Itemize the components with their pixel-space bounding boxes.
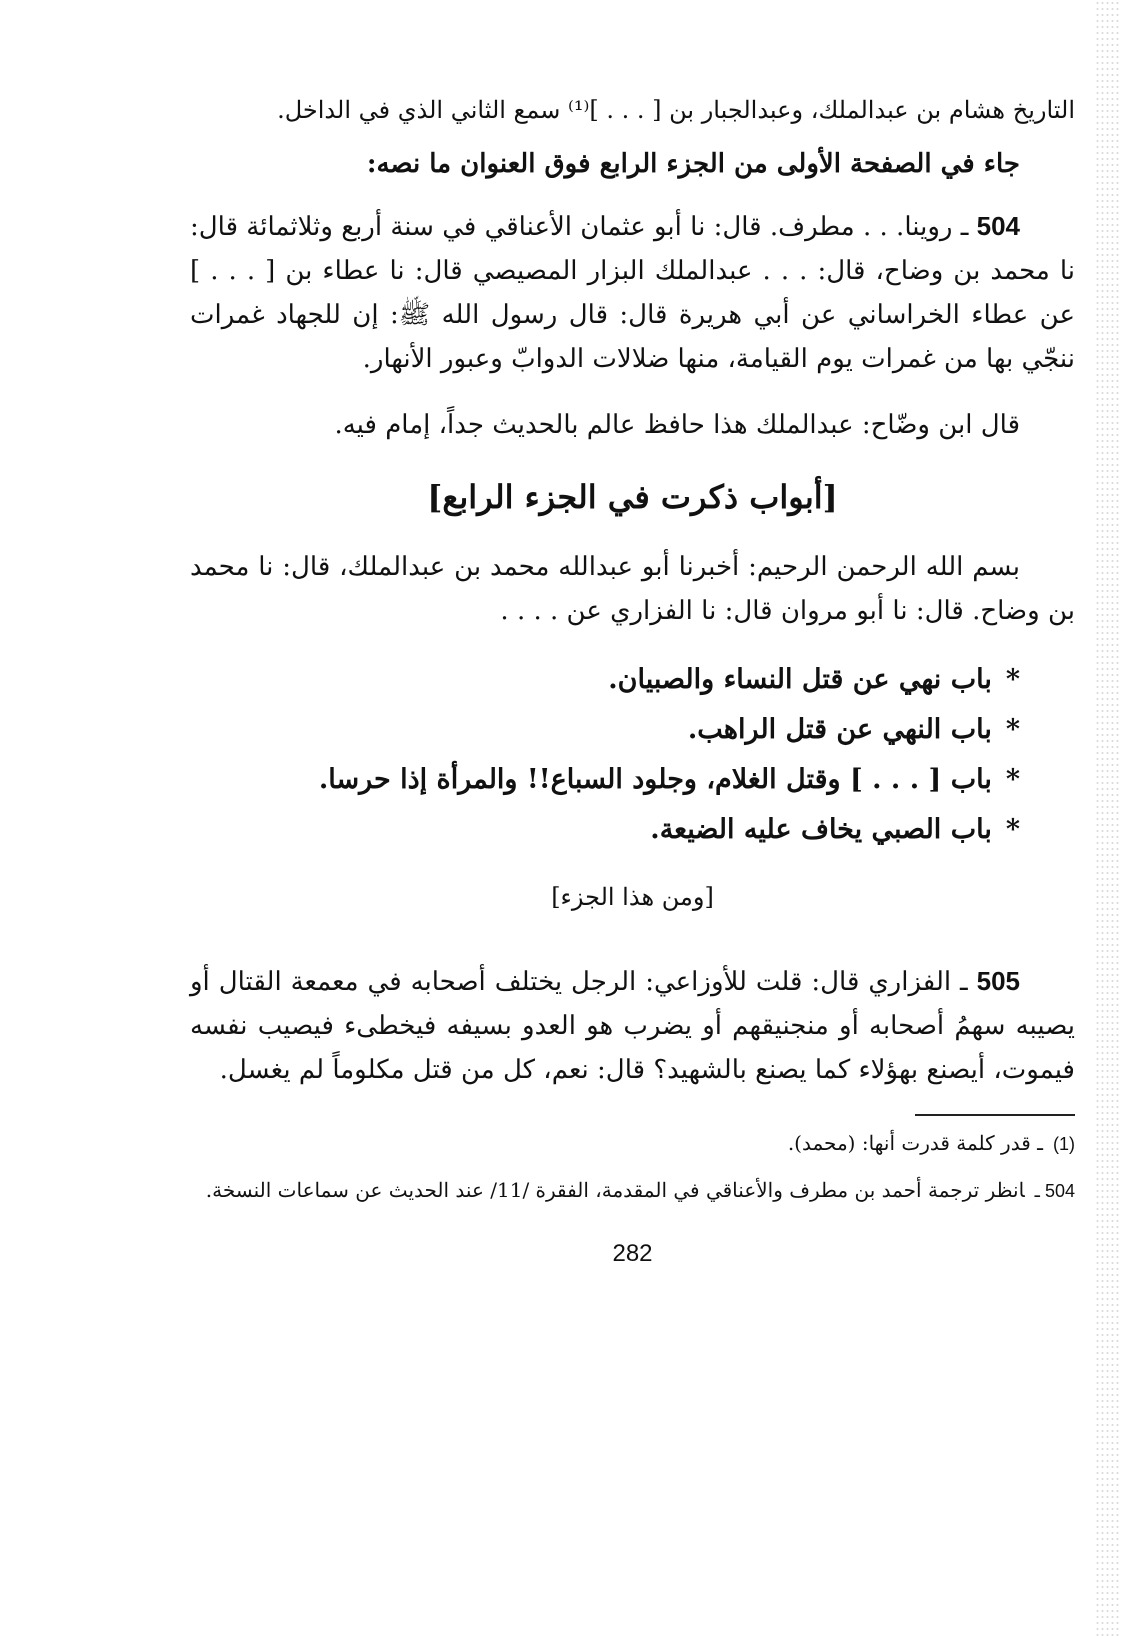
footnote — [190, 1126, 1075, 1161]
sub-heading: [ومن هذا الجزء] — [551, 883, 714, 911]
star-bullet-icon: * — [1005, 764, 1020, 795]
footnote-divider — [915, 1114, 1075, 1116]
footnote-marker: (1) — [1052, 1134, 1075, 1154]
list-item-text: باب [ . . . ] وقتل الغلام، وجلود السباع!! والمرأة إذا حرسا. — [318, 764, 992, 795]
star-bullet-icon: * — [1005, 714, 1020, 745]
paragraph-number: 505 — [976, 966, 1020, 996]
paragraph-text: ـ روينا. . . مطرف. قال: نا أبو عثمان الأعناقي في سنة أربع وثلاثمائة قال: نا محمد بن وضاح، قال: . . . عبدالملك البزار المصيصي قال: نا عطاء بن [ . . . ] عن عطاء الخراساني عن أبي هريرة قال: قال رسول الله ﷺ: إن للجهاد غمرات ننجّي بها من غمرات يوم القيامة، منها ضلالات الدوابّ وعبور الأنهار. — [190, 212, 1075, 374]
paragraph-504 — [190, 204, 1075, 381]
list-item — [190, 755, 1020, 805]
list-item — [190, 705, 1020, 755]
star-bullet-icon: * — [1005, 664, 1020, 695]
basmala-paragraph: بسم الله الرحمن الرحيم: أخبرنا أبو عبدالله محمد بن عبدالملك، قال: نا محمد بن وضاح. قال: نا أبو مروان قال: نا الفزاري عن . . . . — [190, 552, 1075, 626]
paragraph-505 — [190, 959, 1075, 1092]
star-bullet-icon: * — [1005, 814, 1020, 845]
section-heading: [أبواب ذكرت في الجزء الرابع] — [427, 478, 838, 516]
footnotes — [190, 1126, 1075, 1208]
footnote-text: ـ قدر كلمة قدرت أنها: (محمد). — [787, 1131, 1043, 1155]
list-item-text: باب الصبي يخاف عليه الضيعة. — [650, 814, 992, 845]
paragraph-number: 504 — [976, 211, 1020, 241]
list-item-text: باب نهي عن قتل النساء والصبيان. — [608, 664, 992, 695]
intro-bold-line: جاء في الصفحة الأولى من الجزء الرابع فوق العنوان ما نصه: — [366, 149, 1020, 179]
page-number: 282 — [612, 1240, 653, 1267]
list-item — [190, 655, 1020, 705]
page-edge-texture — [1095, 0, 1121, 1636]
document-page — [190, 70, 1075, 1276]
list-item-text: باب النهي عن قتل الراهب. — [687, 714, 992, 745]
header-line: التاريخ هشام بن عبدالملك، وعبدالجبار بن [ . . . ]⁽¹⁾ سمع الثاني الذي في الداخل. — [277, 96, 1075, 124]
ibn-waddah-note: قال ابن وضّاح: عبدالملك هذا حافظ عالم بالحديث جداً، إمام فيه. — [334, 410, 1020, 440]
footnote-marker: 504 ـ — [1034, 1181, 1075, 1201]
paragraph-text: ـ الفزاري قال: قلت للأوزاعي: الرجل يختلف أصحابه في معمعة القتال أو يصيبه سهمُ أصحابه أو منجنيقهم أو يضرب هو العدو بسيفه فيخطىء فيصيب نفسه فيموت، أيصنع بهؤلاء كما يصنع بالشهيد؟ قال: نعم، كل من قتل مكلوماً لم يغسل. — [190, 967, 1075, 1085]
footnote — [190, 1173, 1075, 1208]
chapter-list — [190, 655, 1075, 855]
footnote-text: انظر ترجمة أحمد بن مطرف والأعناقي في المقدمة، الفقرة /11/ عند الحديث عن سماعات النسخة. — [205, 1178, 1025, 1202]
list-item — [190, 805, 1020, 855]
